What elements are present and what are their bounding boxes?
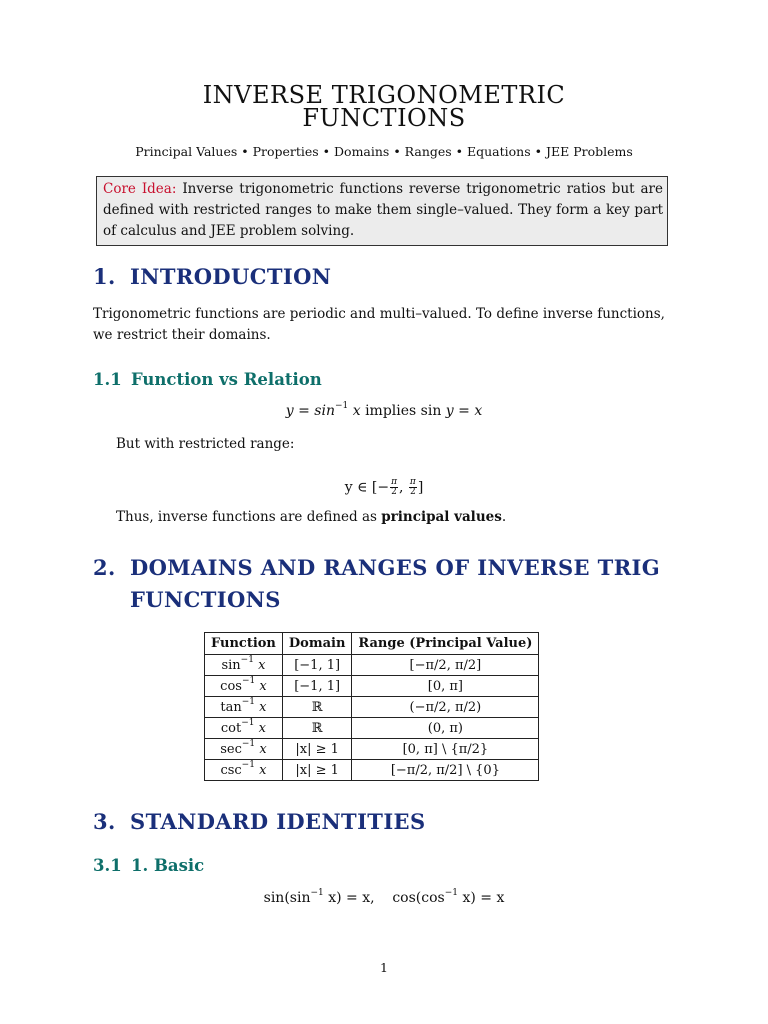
frac-den: 2 [410,487,416,497]
cell-domain: |x| ≥ 1 [282,760,352,781]
eq3-part-a: sin(sin [263,890,311,906]
equation-restricted-range [0,478,768,497]
fn-exp: −1 [241,718,255,729]
eq3-part-b: x) = x, cos(cos [323,890,445,906]
frac-den: 2 [391,487,397,497]
section-heading-domains-ranges [93,552,680,616]
table-header-row [205,633,539,655]
fn-name: sin [221,657,241,673]
fraction-pi-over-2 [409,478,417,497]
cell-range: [0, π] [352,676,539,697]
cell-domain: ℝ [282,718,352,739]
table-row [205,760,539,781]
equation-basic-identity [0,890,768,906]
section-number: 2. [93,555,116,580]
core-idea-text: Inverse trigonometric functions reverse trigonometric ratios but are defined with restricted ranges to make them single–valued. They form a key part of calculus and JEE problem solving. [103,181,663,239]
document-title [0,81,768,132]
table-row [205,676,539,697]
eq2-sep: , [399,479,408,496]
thus-text: Thus, inverse functions are defined as [116,509,382,525]
fn-name: cot [220,720,242,736]
fn-var: x [258,657,266,673]
eq2-suffix: ] [417,479,424,496]
core-idea-label: Core Idea: [103,181,177,197]
subsection-title: Function vs Relation [131,370,322,389]
fn-name: cos [220,678,242,694]
eq-exp: −1 [334,401,349,412]
core-idea-box [96,176,668,246]
cell-domain: ℝ [282,697,352,718]
eq3-exp: −1 [310,888,324,899]
section-heading-introduction [93,261,331,293]
equation-inverse-sine [0,403,768,419]
thus-end: . [501,509,507,525]
cell-function [205,676,283,697]
cell-range: (0, π) [352,718,539,739]
subsection-title: 1. Basic [131,856,205,875]
title-line-2: FUNCTIONS [302,104,466,132]
subsection-heading-basic [93,856,204,875]
fn-name: csc [220,762,242,778]
section-number: 3. [93,809,116,834]
section-title: STANDARD IDENTITIES [130,809,426,834]
cell-domain: [−1, 1] [282,676,352,697]
fn-exp: −1 [240,655,254,666]
cell-range: [−π/2, π/2] \ {0} [352,760,539,781]
cell-function [205,697,283,718]
principal-values-bold: principal values [381,509,502,525]
section-heading-standard-identities [93,806,426,838]
cell-domain: [−1, 1] [282,655,352,676]
domains-ranges-table [204,632,539,781]
fn-exp: −1 [241,739,256,750]
eq-var: x [348,403,361,419]
cell-range: [0, π] \ {π/2} [352,739,539,760]
eq-mid: implies sin [360,403,446,419]
fn-name: tan [220,699,242,715]
table-row [205,697,539,718]
restricted-range-text: But with restricted range: [116,436,295,452]
eq3-exp: −1 [444,888,458,899]
fn-var: x [259,762,267,778]
fn-var: x [259,741,267,757]
subsection-number: 3.1 [93,856,122,875]
eq-lhs: y = sin [285,403,335,419]
table-row [205,739,539,760]
subsection-heading-function-vs-relation [93,370,322,389]
title-line-1: INVERSE TRIGONOMETRIC [202,81,566,109]
page-number: 1 [380,960,388,975]
section-title: DOMAINS AND RANGES OF INVERSE TRIG FUNCTIONS [130,555,661,612]
cell-function [205,718,283,739]
fn-exp: −1 [241,760,255,771]
section-number: 1. [93,264,116,289]
fn-var: x [259,678,267,694]
fn-exp: −1 [241,676,256,687]
fn-name: sec [220,741,242,757]
fn-var: x [258,720,266,736]
frac-num: π [391,477,397,487]
table-row [205,655,539,676]
subsection-number: 1.1 [93,370,122,389]
eq3-part-c: x) = x [458,890,505,906]
cell-range: (−π/2, π/2) [352,697,539,718]
header-function: Function [205,633,283,655]
table-row [205,718,539,739]
header-range: Range (Principal Value) [352,633,539,655]
eq-rhs: y = x [445,403,483,419]
subtitle: Principal Values • Properties • Domains • Ranges • Equations • JEE Problems [135,144,633,159]
cell-domain: |x| ≥ 1 [282,739,352,760]
eq2-prefix: y ∈ [− [344,479,390,496]
cell-range: [−π/2, π/2] [352,655,539,676]
intro-paragraph: Trigonometric functions are periodic and multi–valued. To define inverse functions, we restrict their domains. [93,306,665,343]
fn-exp: −1 [241,697,256,708]
principal-values-text [116,507,700,528]
cell-function [205,739,283,760]
cell-function [205,760,283,781]
fn-var: x [259,699,267,715]
section-title: INTRODUCTION [130,264,332,289]
fraction-pi-over-2 [390,478,398,497]
frac-num: π [409,477,416,487]
header-domain: Domain [282,633,352,655]
cell-function [205,655,283,676]
